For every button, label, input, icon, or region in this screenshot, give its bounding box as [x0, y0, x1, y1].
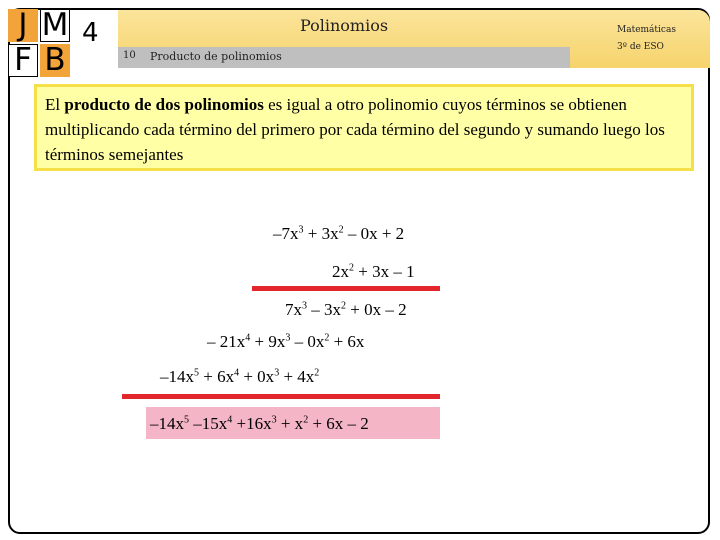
result-line: $-14x^5$ $-15x^4 +16x^3 + x^2 + 6x - 2$	[150, 414, 369, 433]
logo-letter-m: M	[41, 7, 69, 43]
partial-product-2: – $21x^4 + 9x^3 - 0x^2 + 6x$	[207, 332, 365, 351]
definition-text-start: El	[45, 95, 65, 114]
multiplication-rule	[252, 286, 440, 291]
logo-letter-f: F	[8, 44, 38, 77]
multiplicand-line: $-7x^3 + 3x^2 - 0x + 2$	[273, 224, 405, 243]
unit-number: 4	[82, 18, 99, 48]
logo-letter-b: B	[40, 44, 70, 77]
sum-rule	[122, 394, 440, 399]
partial-product-1: $7x^3 - 3x^2 + 0x - 2$	[285, 300, 407, 319]
subject-box	[570, 10, 710, 68]
level-label: 3º de ESO	[617, 42, 664, 52]
section-title: Producto de polinomios	[150, 50, 282, 63]
logo-letter-j: J	[8, 9, 38, 42]
subject-label: Matemáticas	[617, 25, 676, 35]
definition-text-end: es igual a otro polinomio cuyos términos se obtienen multiplicando cada término del primero por cada término del segundo y sumando luego los términos semejantes	[45, 95, 665, 164]
definition-box	[34, 84, 694, 171]
header-title: Polinomios	[300, 16, 389, 35]
page-number: 10	[123, 50, 136, 61]
definition-bold-term: producto de dos polinomios	[64, 95, 264, 114]
partial-product-3: $-14x^5 + 6x^4 + 0x^3 + 4x^2$	[160, 367, 320, 386]
multiplier-line: $2x^2 + 3x - 1$	[332, 262, 415, 281]
jmfb-logo	[8, 7, 70, 78]
